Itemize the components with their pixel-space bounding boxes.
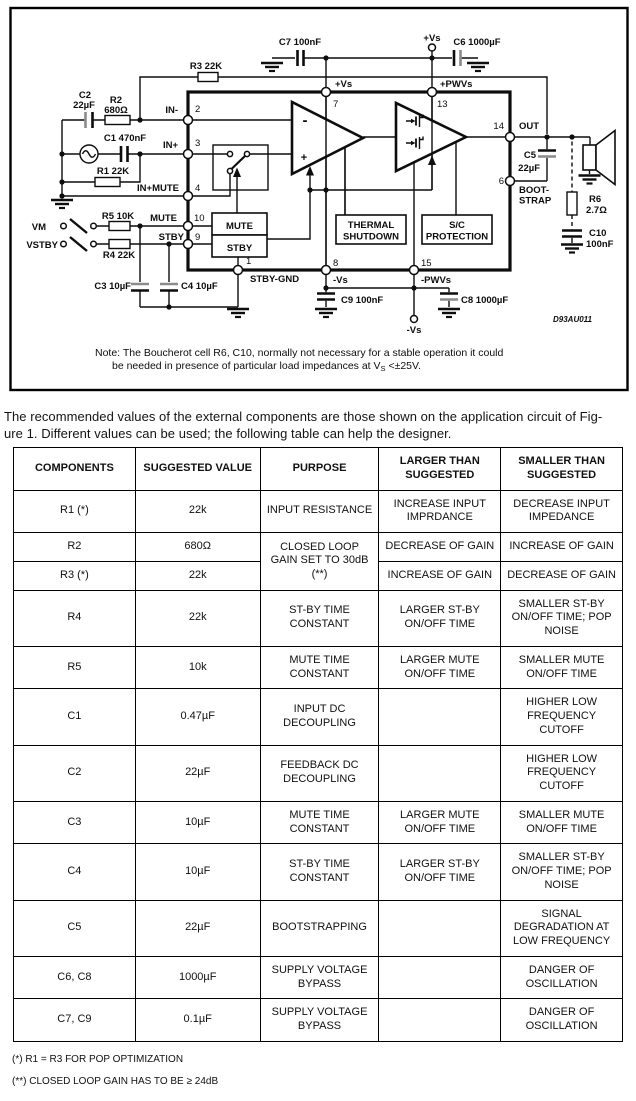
cell-larger [379,956,501,999]
cell-component: C1 [14,689,136,745]
cell-smaller: SMALLER MUTE ON/OFF TIME [501,646,623,689]
stby-gnd-label: STBY-GND [250,274,300,285]
cell-smaller: DANGER OF OSCILLATION [501,999,623,1042]
capacitor-c2 [86,112,93,128]
table-row [14,646,623,689]
figure-note-line1: Note: The Boucherot cell R6, C10, normally not necessary for a stable operation it could [95,347,504,359]
cell-larger: INCREASE OF GAIN [379,561,501,590]
table-header-row [14,448,623,491]
note-line2-post: <±25V. [385,360,421,372]
cell-value: 680Ω [135,533,260,562]
cell-larger [379,689,501,745]
cell-value: 0.47µF [135,689,260,745]
intro-line1: The recommended values of the external components are those shown on the application circuit of Fig- [4,409,603,424]
table-row [14,490,623,533]
sc-block-line2: PROTECTION [425,231,489,243]
resistor-r4 [109,240,130,249]
vstby-label: VSTBY [26,240,58,251]
switch-contact [91,223,97,229]
resistor-r3 [198,73,218,82]
c1-label: C1 470nF [103,133,147,144]
c6-label: C6 1000µF [453,37,501,48]
ground-symbol [438,309,460,317]
cell-component: C6, C8 [14,956,136,999]
cell-purpose: SUPPLY VOLTAGE BYPASS [260,956,379,999]
intro-paragraph [4,408,632,442]
capacitor-c3 [131,284,149,291]
switch-contact [227,151,232,156]
pin4-number: 4 [195,183,201,194]
cell-smaller: HIGHER LOW FREQUENCY CUTOFF [501,689,623,745]
c10-name-label: C10 [589,228,607,239]
ground-symbol [561,245,583,253]
table-row [14,900,623,956]
capacitor-c5 [538,151,556,157]
pin3-number: 3 [195,138,201,149]
pin15-number: 15 [421,258,432,269]
cell-smaller: SMALLER ST-BY ON/OFF TIME; POP NOISE [501,844,623,900]
cell-value: 10k [135,646,260,689]
sc-block-line1: S/C [449,220,465,231]
cell-purpose: INPUT DC DECOUPLING [260,689,379,745]
vs-top-label: +Vs [423,33,441,44]
vs-terminal [429,44,436,51]
pin6-number: 6 [498,176,504,187]
resistor-r1 [95,178,120,187]
intro-line2: ure 1. Different values can be used; the following table can help the designer. [4,426,452,441]
column-header-purpose: PURPOSE [260,448,379,491]
cell-value: 22µF [135,745,260,801]
neg-vs-terminal-label: -Vs [406,325,422,336]
capacitor-c4 [160,284,178,291]
bias-arrow-output-stage [428,156,436,166]
ground-symbol [579,176,601,184]
resistor-r6 [567,192,577,215]
cell-purpose: INPUT RESISTANCE [260,490,379,533]
ground-symbol [227,309,249,317]
neg-vs-terminal [411,316,418,323]
footnote-pop-optimization: (*) R1 = R3 FOR POP OPTIMIZATION [12,1053,184,1065]
column-header-smaller: SMALLER THAN SUGGESTED [501,448,623,491]
c9-label: C9 100nF [341,295,384,306]
cell-smaller: DECREASE INPUT IMPEDANCE [501,490,623,533]
cell-value: 22µF [135,900,260,956]
vm-switch-blade [70,219,87,233]
cell-larger [379,999,501,1042]
capacitor-c1 [121,146,128,162]
neg-vs-pin-label: -Vs [333,275,348,286]
cell-larger: DECREASE OF GAIN [379,533,501,562]
table-row [14,844,623,900]
table-row [14,689,623,745]
column-header-suggested-value: SUGGESTED VALUE [135,448,260,491]
cell-component: C3 [14,801,136,844]
ground-symbol [315,309,337,317]
in-mute-label: IN+MUTE [137,183,179,194]
cell-smaller: DANGER OF OSCILLATION [501,956,623,999]
cell-purpose: ST-BY TIME CONSTANT [260,590,379,646]
mute-switch-box [213,145,268,190]
r6-value-label: 2.7Ω [586,205,607,216]
table-row [14,590,623,646]
cell-component: R5 [14,646,136,689]
pin8-number: 8 [333,258,339,269]
pin2-number: 2 [195,104,201,115]
cell-purpose: ST-BY TIME CONSTANT [260,844,379,900]
vstby-switch-blade [70,237,87,251]
external-components-table [13,447,623,1042]
opamp-minus-sign: - [302,112,308,129]
stby-pin-label: STBY [158,232,184,243]
pin7-number: 7 [333,99,339,110]
vm-label: VM [31,222,46,233]
application-circuit-figure [0,0,636,394]
cell-value: 22k [135,590,260,646]
column-header-larger: LARGER THAN SUGGESTED [379,448,501,491]
capacitor-c6 [454,50,461,66]
cell-value: 1000µF [135,956,260,999]
cell-larger: LARGER ST-BY ON/OFF TIME [379,844,501,900]
r4-label: R4 22K [102,250,136,261]
pwvs-pin-label: +PWVs [440,79,473,90]
capacitor-c7 [298,50,304,66]
cell-value: 22k [135,490,260,533]
cell-smaller: SIGNAL DEGRADATION AT LOW FREQUENCY [501,900,623,956]
cell-purpose: CLOSED LOOP GAIN SET TO 30dB (**) [260,533,379,591]
c2-value-label: 22µF [73,100,95,111]
resistor-r2 [105,116,130,125]
pin14-number: 14 [493,121,504,132]
in-minus-label: IN- [165,105,178,116]
mute-arrow [233,168,241,178]
cell-value: 10µF [135,844,260,900]
pin10-number: 10 [194,213,205,224]
capacitor-c8 [440,294,458,300]
ground-symbol [467,63,489,71]
vs-pin-label: +Vs [335,79,353,90]
cell-component: R4 [14,590,136,646]
switch-contact [61,241,67,247]
bootstrap-label-line1: BOOT- [519,185,550,196]
cell-larger [379,900,501,956]
switch-blade [232,156,246,170]
ground-symbol [261,63,283,71]
cell-smaller: SMALLER MUTE ON/OFF TIME [501,801,623,844]
switch-contact [61,223,67,229]
note-line2-sub: S [380,364,386,373]
cell-larger: LARGER ST-BY ON/OFF TIME [379,590,501,646]
signal-source [80,145,98,163]
r5-label: R5 10K [101,211,135,222]
cell-smaller: DECREASE OF GAIN [501,561,623,590]
cell-larger: INCREASE INPUT IMPRDANCE [379,490,501,533]
table-row [14,801,623,844]
cell-purpose: SUPPLY VOLTAGE BYPASS [260,999,379,1042]
cell-component: R1 (*) [14,490,136,533]
resistor-r5 [109,222,130,231]
c8-label: C8 1000µF [461,295,509,306]
ground-symbol [51,200,73,208]
in-plus-label: IN+ [162,140,178,151]
opamp-plus-sign: + [300,152,308,164]
cell-component: R2 [14,533,136,562]
c10-value-label: 100nF [586,239,614,250]
thermal-block-line1: THERMAL [347,220,395,231]
cell-value: 22k [135,561,260,590]
bootstrap-label-line2: STRAP [519,195,552,207]
c3-label: C3 10µF [94,281,131,292]
pin9-number: 9 [195,232,201,243]
r2-name-label: R2 [109,95,123,106]
table-row [14,533,623,562]
figure-watermark: D93AU011 [553,315,592,324]
c7-label: C7 100nF [278,37,322,48]
cell-larger: LARGER MUTE ON/OFF TIME [379,801,501,844]
pin1-number: 1 [246,256,252,267]
table-row [14,745,623,801]
cell-purpose: FEEDBACK DC DECOUPLING [260,745,379,801]
r2-value-label: 680Ω [104,105,128,116]
column-header-components: COMPONENTS [14,448,136,491]
cell-purpose: MUTE TIME CONSTANT [260,801,379,844]
cell-component: R3 (*) [14,561,136,590]
cell-smaller: INCREASE OF GAIN [501,533,623,562]
mute-pin-label: MUTE [150,213,177,224]
figure-note-line2 [112,360,421,373]
cell-smaller: SMALLER ST-BY ON/OFF TIME; POP NOISE [501,590,623,646]
pin13-number: 13 [437,99,448,110]
table-footnotes [12,1054,636,1087]
cell-purpose: BOOTSTRAPPING [260,900,379,956]
mute-block-label: MUTE [226,221,253,232]
out-label: OUT [519,121,540,132]
cell-component: C2 [14,745,136,801]
c2-name-label: C2 [78,90,92,101]
cell-larger [379,745,501,801]
cell-smaller: HIGHER LOW FREQUENCY CUTOFF [501,745,623,801]
cell-component: C5 [14,900,136,956]
r6-name-label: R6 [589,194,602,205]
cell-purpose: MUTE TIME CONSTANT [260,646,379,689]
cell-larger: LARGER MUTE ON/OFF TIME [379,646,501,689]
table-row [14,999,623,1042]
capacitor-c10 [562,231,582,237]
table-row [14,956,623,999]
cell-value: 10µF [135,801,260,844]
c4-label: C4 10µF [181,281,218,292]
r1-label: R1 22K [96,166,130,177]
neg-pwvs-pin-label: -PWVs [421,275,452,286]
footnote-closed-loop-gain: (**) CLOSED LOOP GAIN HAS TO BE ≥ 24dB [12,1075,219,1087]
cell-component: C7, C9 [14,999,136,1042]
capacitor-c9 [317,294,335,300]
c5-value-label: 22µF [518,163,540,174]
r3-label: R3 22K [189,61,223,72]
cell-value: 0.1µF [135,999,260,1042]
stby-block-label: STBY [226,243,253,254]
switch-contact [91,241,97,247]
c5-name-label: C5 [523,150,536,161]
note-line2-pre: be needed in presence of particular load impedances at V [112,360,381,372]
thermal-block-line2: SHUTDOWN [343,231,399,243]
cell-component: C4 [14,844,136,900]
